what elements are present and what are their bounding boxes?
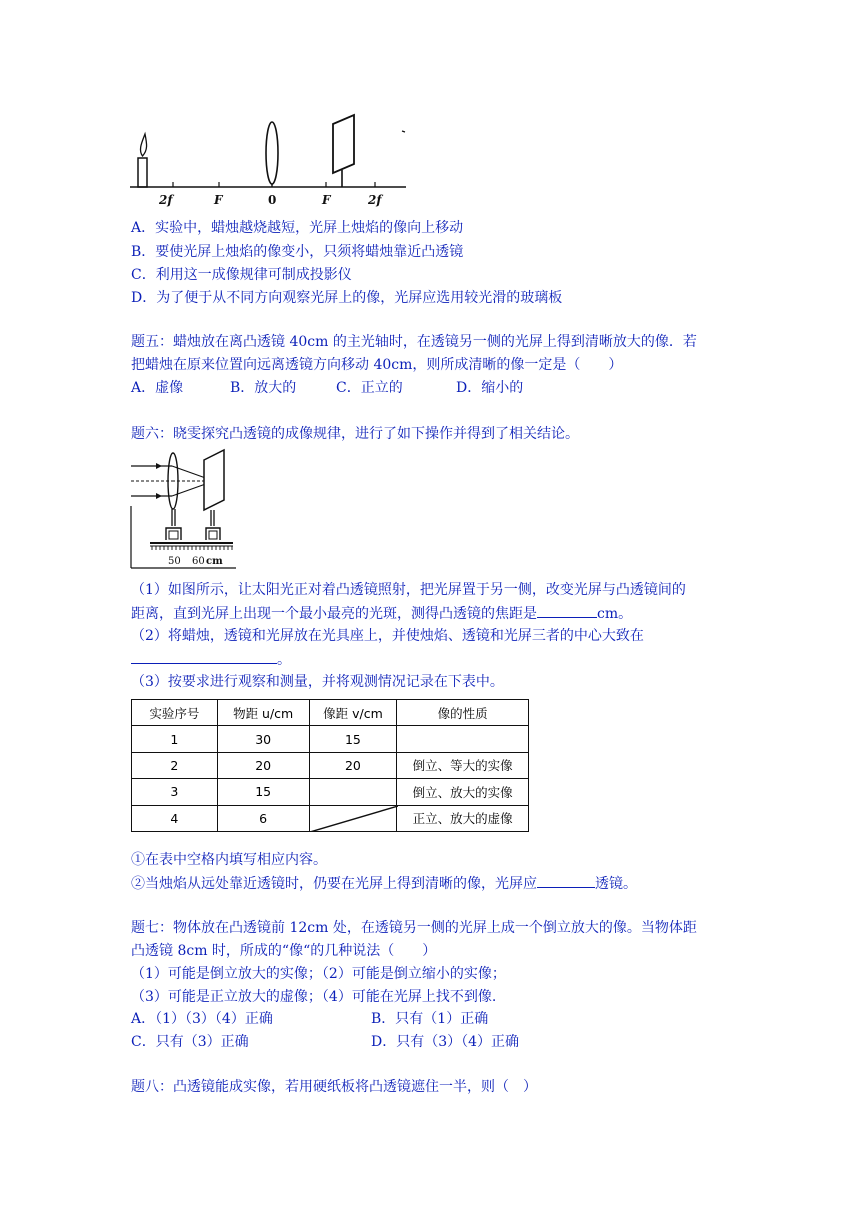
table-header: 像距 v/cm [309,700,397,726]
q5-option-a: A．虚像 [131,380,184,396]
table-cell-blank[interactable] [309,779,397,805]
table-cell: 倒立、等大的实像 [397,752,529,778]
ruler-unit: cm [206,556,223,567]
candle-flame [140,134,146,156]
candle [138,158,147,187]
convex-lens [266,122,278,184]
table-header-row [132,700,529,726]
table-cell-blank[interactable] [397,726,529,752]
light-screen [333,115,354,173]
q6-part2-end: 。 [277,652,291,668]
screen-direction-blank[interactable] [537,873,595,888]
table-row [132,726,529,752]
q6-part3: （3）按要求进行观察和测量，并将观测情况记录在下表中。 [131,674,504,690]
label-f-left: F [214,193,223,207]
screen-small [204,450,224,510]
table-header: 像的性质 [397,700,529,726]
table-cell: 正立、放大的虚像 [397,805,529,831]
ruler-50: 50 [168,556,181,567]
q7-option-c: C．只有（3）正确 [131,1034,249,1050]
q6-title: 题六：晓雯探究凸透镜的成像规律，进行了如下操作并得到了相关结论。 [131,426,579,442]
q5-option-d: D．缩小的 [456,380,524,396]
q7-option-a: A．（1）（3）（4）正确 [131,1011,273,1027]
optical-bench-figure [126,112,416,212]
q5-stem-line1: 题五：蜡烛放在离凸透镜 40cm 的主光轴时，在透镜另一侧的光屏上得到清晰放大的像．若 [131,334,697,350]
label-2f-left: 2f [159,193,173,207]
q4-option-a: A．实验中，蜡烛越烧越短，光屏上烛焰的像向上移动 [131,220,464,236]
table-cell: 20 [309,752,397,778]
label-o: 0 [268,193,277,207]
q4-option-c: C．利用这一成像规律可制成投影仪 [131,267,352,283]
q5-option-b: B．放大的 [230,380,297,396]
ruler-60: 60 [192,556,205,567]
table-cell: 倒立、放大的实像 [397,779,529,805]
q8-stem: 题八：凸透镜能成实像，若用硬纸板将凸透镜遮住一半，则（ ） [131,1079,537,1095]
q5-stem-line2: 把蜡烛在原来位置向远离透镜方向移动 40cm，则所成清晰的像一定是（ ） [131,357,623,373]
diagonal-slash [310,806,398,832]
q6-part1-text: 距离，直到光屏上出现一个最小最亮的光斑，测得凸透镜的焦距是 [131,606,537,622]
table-cell: 15 [217,779,309,805]
q6-part2-line1: （2）将蜡烛，透镜和光屏放在光具座上，并使烛焰、透镜和光屏三者的中心大致在 [131,628,644,644]
label-2f-right: 2f [368,193,382,207]
table-cell: 1 [132,726,218,752]
table-row [132,779,529,805]
focal-length-figure [128,448,240,570]
table-cell: 20 [217,752,309,778]
table-cell: 3 [132,779,218,805]
table-header: 物距 u/cm [217,700,309,726]
q6-note2-text: ②当烛焰从远处靠近透镜时，仍要在光屏上得到清晰的像，光屏应 [131,876,537,892]
focal-length-blank[interactable] [537,603,597,618]
q4-option-d: D．为了便于从不同方向观察光屏上的像，光屏应选用较光滑的玻璃板 [131,290,563,306]
table-row [132,752,529,778]
table-header: 实验序号 [132,700,218,726]
q4-option-b: B．要使光屏上烛焰的像变小，只须将蜡烛靠近凸透镜 [131,244,464,260]
q7-stem-line2: 凸透镜 8cm 时，所成的“像“的几种说法（ ） [131,943,437,959]
q6-note1: ①在表中空格内填写相应内容。 [131,852,327,868]
table-cell: 2 [132,752,218,778]
q6-note2-end: 透镜。 [595,876,637,892]
q6-part1-line2 [131,603,632,624]
q6-part2-line2 [131,649,291,670]
table-row [132,805,529,831]
q6-part1-unit: cm。 [597,606,633,622]
observation-table [131,699,529,835]
table-cell: 15 [309,726,397,752]
table-cell: 30 [217,726,309,752]
q7-stem-line1: 题七：物体放在凸透镜前 12cm 处，在透镜另一侧的光屏上成一个倒立放大的像。当物体距 [131,920,697,936]
table-cell-diagonal [309,805,397,831]
q7-statement-2: （3）可能是正立放大的虚像；（4）可能在光屏上找不到像. [131,989,497,1005]
center-height-blank[interactable] [131,649,277,664]
table-cell: 4 [132,805,218,831]
q5-option-c: C．正立的 [336,380,403,396]
q6-note2 [131,873,637,894]
q7-option-d: D．只有（3）（4）正确 [371,1034,520,1050]
q7-option-b: B．只有（1）正确 [371,1011,489,1027]
q6-part1-line1: （1）如图所示，让太阳光正对着凸透镜照射，把光屏置于另一侧，改变光屏与凸透镜间的 [131,582,686,598]
table-cell: 6 [217,805,309,831]
q7-statement-1: （1）可能是倒立放大的实像；（2）可能是倒立缩小的实像； [131,966,506,982]
label-f-right: F [322,193,331,207]
